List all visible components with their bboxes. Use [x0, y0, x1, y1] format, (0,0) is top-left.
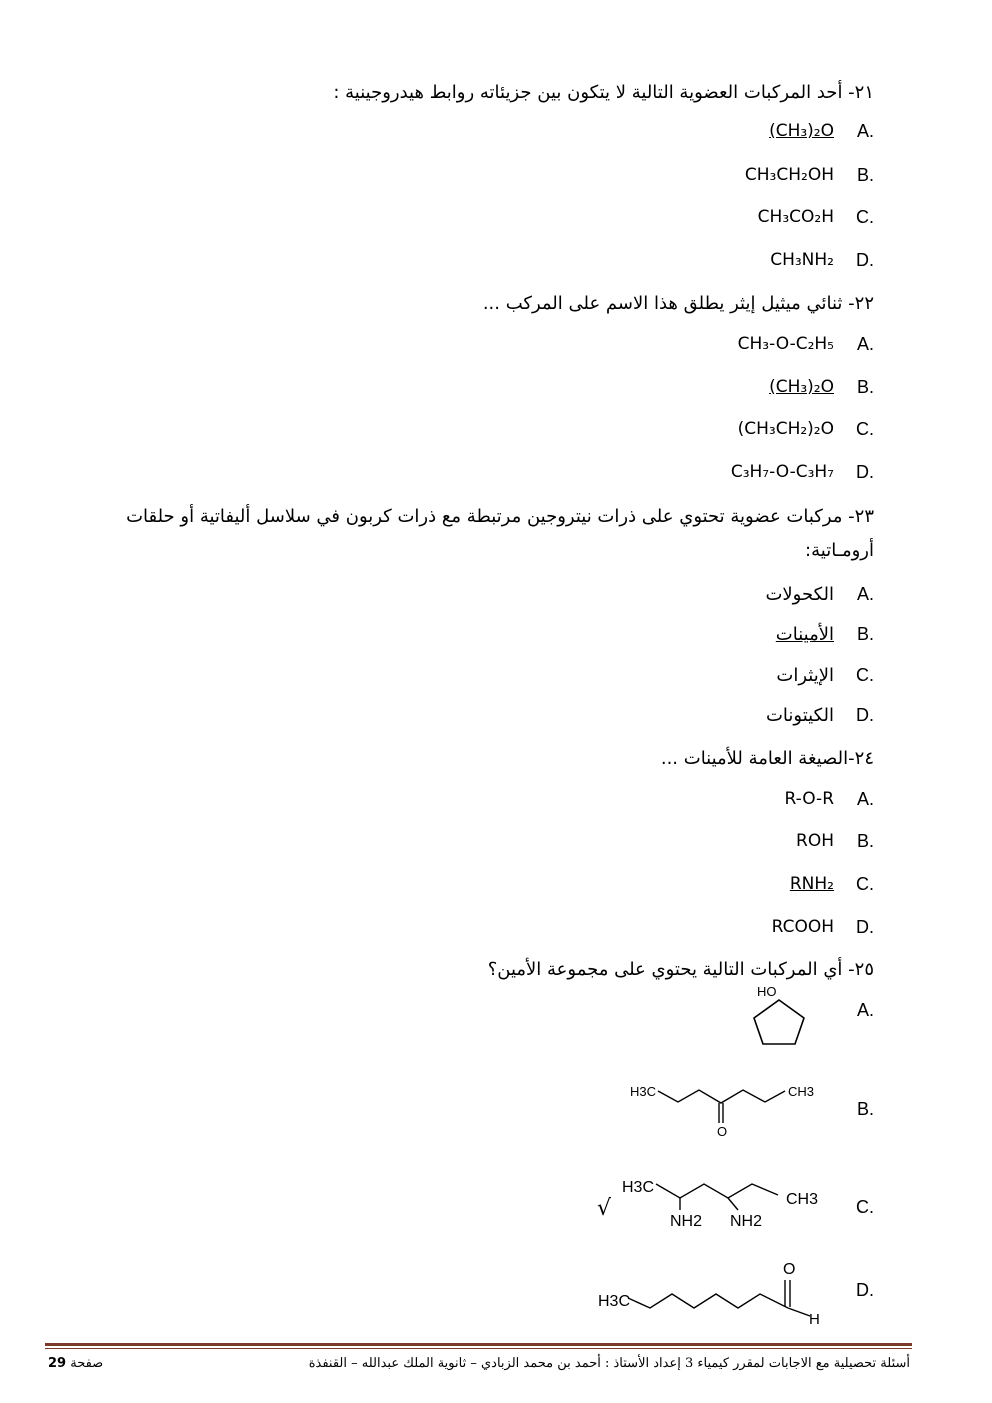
- option-answer: C₃H₇-O-C₃H₇: [730, 462, 834, 482]
- option-answer: CH₃NH₂: [770, 250, 834, 270]
- q22-option-c: [0, 419, 992, 445]
- hydroxyl-label: HO: [757, 984, 777, 999]
- option-letter: D.: [856, 917, 874, 937]
- option-letter: B.: [856, 624, 874, 644]
- diamine-structure: [620, 1170, 830, 1236]
- option-answer: RNH₂: [789, 874, 834, 894]
- option-letter: C.: [856, 419, 874, 439]
- option-answer: CH₃CH₂OH: [744, 165, 834, 185]
- option-letter: D.: [856, 705, 874, 725]
- q24-option-b: [0, 831, 992, 857]
- amine-label-2: NH2: [730, 1213, 763, 1230]
- footer-rule: [45, 1343, 912, 1346]
- option-answer: (CH₃)₂O: [769, 121, 834, 141]
- methyl-left-label: H3C: [622, 1179, 655, 1196]
- q25-option-c: [0, 1197, 992, 1223]
- aldehyde-oxygen-label: O: [783, 1261, 796, 1278]
- option-letter: B.: [856, 1099, 874, 1119]
- methyl-left-label: H3C: [630, 1084, 657, 1099]
- option-letter: B.: [856, 831, 874, 851]
- q23-option-a: [0, 584, 992, 610]
- q22-option-a: [0, 334, 992, 360]
- q21-option-b: [0, 165, 992, 191]
- option-letter: C.: [856, 207, 874, 227]
- question-24: ٢٤-الصيغة العامة للأمينات ...: [660, 748, 874, 769]
- option-answer: الإيثرات: [776, 665, 834, 686]
- page-label: صفحة: [70, 1356, 104, 1371]
- question-23: ٢٣- مركبات عضوية تحتوي على ذرات نيتروجين مرتبطة مع ذرات كربون في سلاسل أليفاتية أو حلقات أرومـاتية:: [126, 506, 874, 561]
- option-letter: D.: [856, 250, 874, 270]
- option-letter: A.: [856, 584, 874, 604]
- option-answer: (CH₃)₂O: [769, 377, 834, 397]
- q23-option-c: [0, 665, 992, 691]
- question-21: ٢١- أحد المركبات العضوية التالية لا يتكون بين جزيئاته روابط هيدروجينية :: [333, 82, 874, 103]
- q25-option-a: [0, 1000, 992, 1026]
- option-letter: A.: [856, 1000, 874, 1020]
- page-number: 29: [48, 1356, 67, 1371]
- q24-option-a: [0, 789, 992, 815]
- option-letter: D.: [856, 462, 874, 482]
- amine-label-1: NH2: [670, 1213, 703, 1230]
- option-letter: C.: [856, 874, 874, 894]
- q25-option-d: [0, 1280, 992, 1306]
- q21-option-c: [0, 207, 992, 233]
- aldehyde-hydrogen-label: H: [809, 1311, 820, 1328]
- option-answer: RCOOH: [771, 917, 834, 937]
- heptanal-structure: [596, 1258, 826, 1328]
- option-letter: C.: [856, 1197, 874, 1217]
- footer-rule-thin: [45, 1348, 912, 1349]
- correct-answer-check-icon: √: [597, 1196, 612, 1221]
- q25-option-b: [0, 1099, 992, 1125]
- option-answer: ROH: [796, 831, 834, 851]
- footer-title: أسئلة تحصيلية مع الاجابات لمقرر كيمياء 3 إعداد الأستاذ : أحمد بن محمد الزبادي – ثانوية الملك عبدالله – القنفذة: [308, 1356, 910, 1371]
- option-answer: الكيتونات: [765, 705, 834, 726]
- methyl-left-label: H3C: [598, 1293, 631, 1310]
- option-letter: C.: [856, 665, 874, 685]
- oxygen-label: O: [717, 1124, 728, 1139]
- option-letter: A.: [856, 334, 874, 354]
- methyl-right-label: CH3: [786, 1191, 819, 1208]
- option-answer: CH₃-O-C₂H₅: [737, 334, 834, 354]
- heptanone-structure: [628, 1078, 824, 1140]
- q22-option-d: [0, 462, 992, 488]
- cyclopentanol-structure: [740, 982, 820, 1048]
- option-letter: B.: [856, 377, 874, 397]
- page-number-group: [48, 1356, 103, 1371]
- option-letter: A.: [856, 789, 874, 809]
- question-25: ٢٥- أي المركبات التالية يحتوي على مجموعة الأمين؟: [487, 959, 874, 980]
- option-answer: R-O-R: [784, 789, 834, 809]
- q24-option-c: [0, 874, 992, 900]
- q23-option-d: [0, 705, 992, 731]
- option-answer: الأمينات: [775, 624, 834, 645]
- q21-option-a: [0, 121, 992, 147]
- q22-option-b: [0, 377, 992, 403]
- option-answer: الكحولات: [765, 584, 834, 605]
- q21-option-d: [0, 250, 992, 276]
- option-answer: CH₃CO₂H: [757, 207, 834, 227]
- question-22: ٢٢- ثنائي ميثيل إيثر يطلق هذا الاسم على المركب ...: [482, 293, 874, 314]
- methyl-right-label: CH3: [788, 1084, 815, 1099]
- q23-option-b: [0, 624, 992, 650]
- option-answer: (CH₃CH₂)₂O: [737, 419, 834, 439]
- option-letter: B.: [856, 165, 874, 185]
- option-letter: D.: [856, 1280, 874, 1300]
- option-letter: A.: [856, 121, 874, 141]
- q24-option-d: [0, 917, 992, 943]
